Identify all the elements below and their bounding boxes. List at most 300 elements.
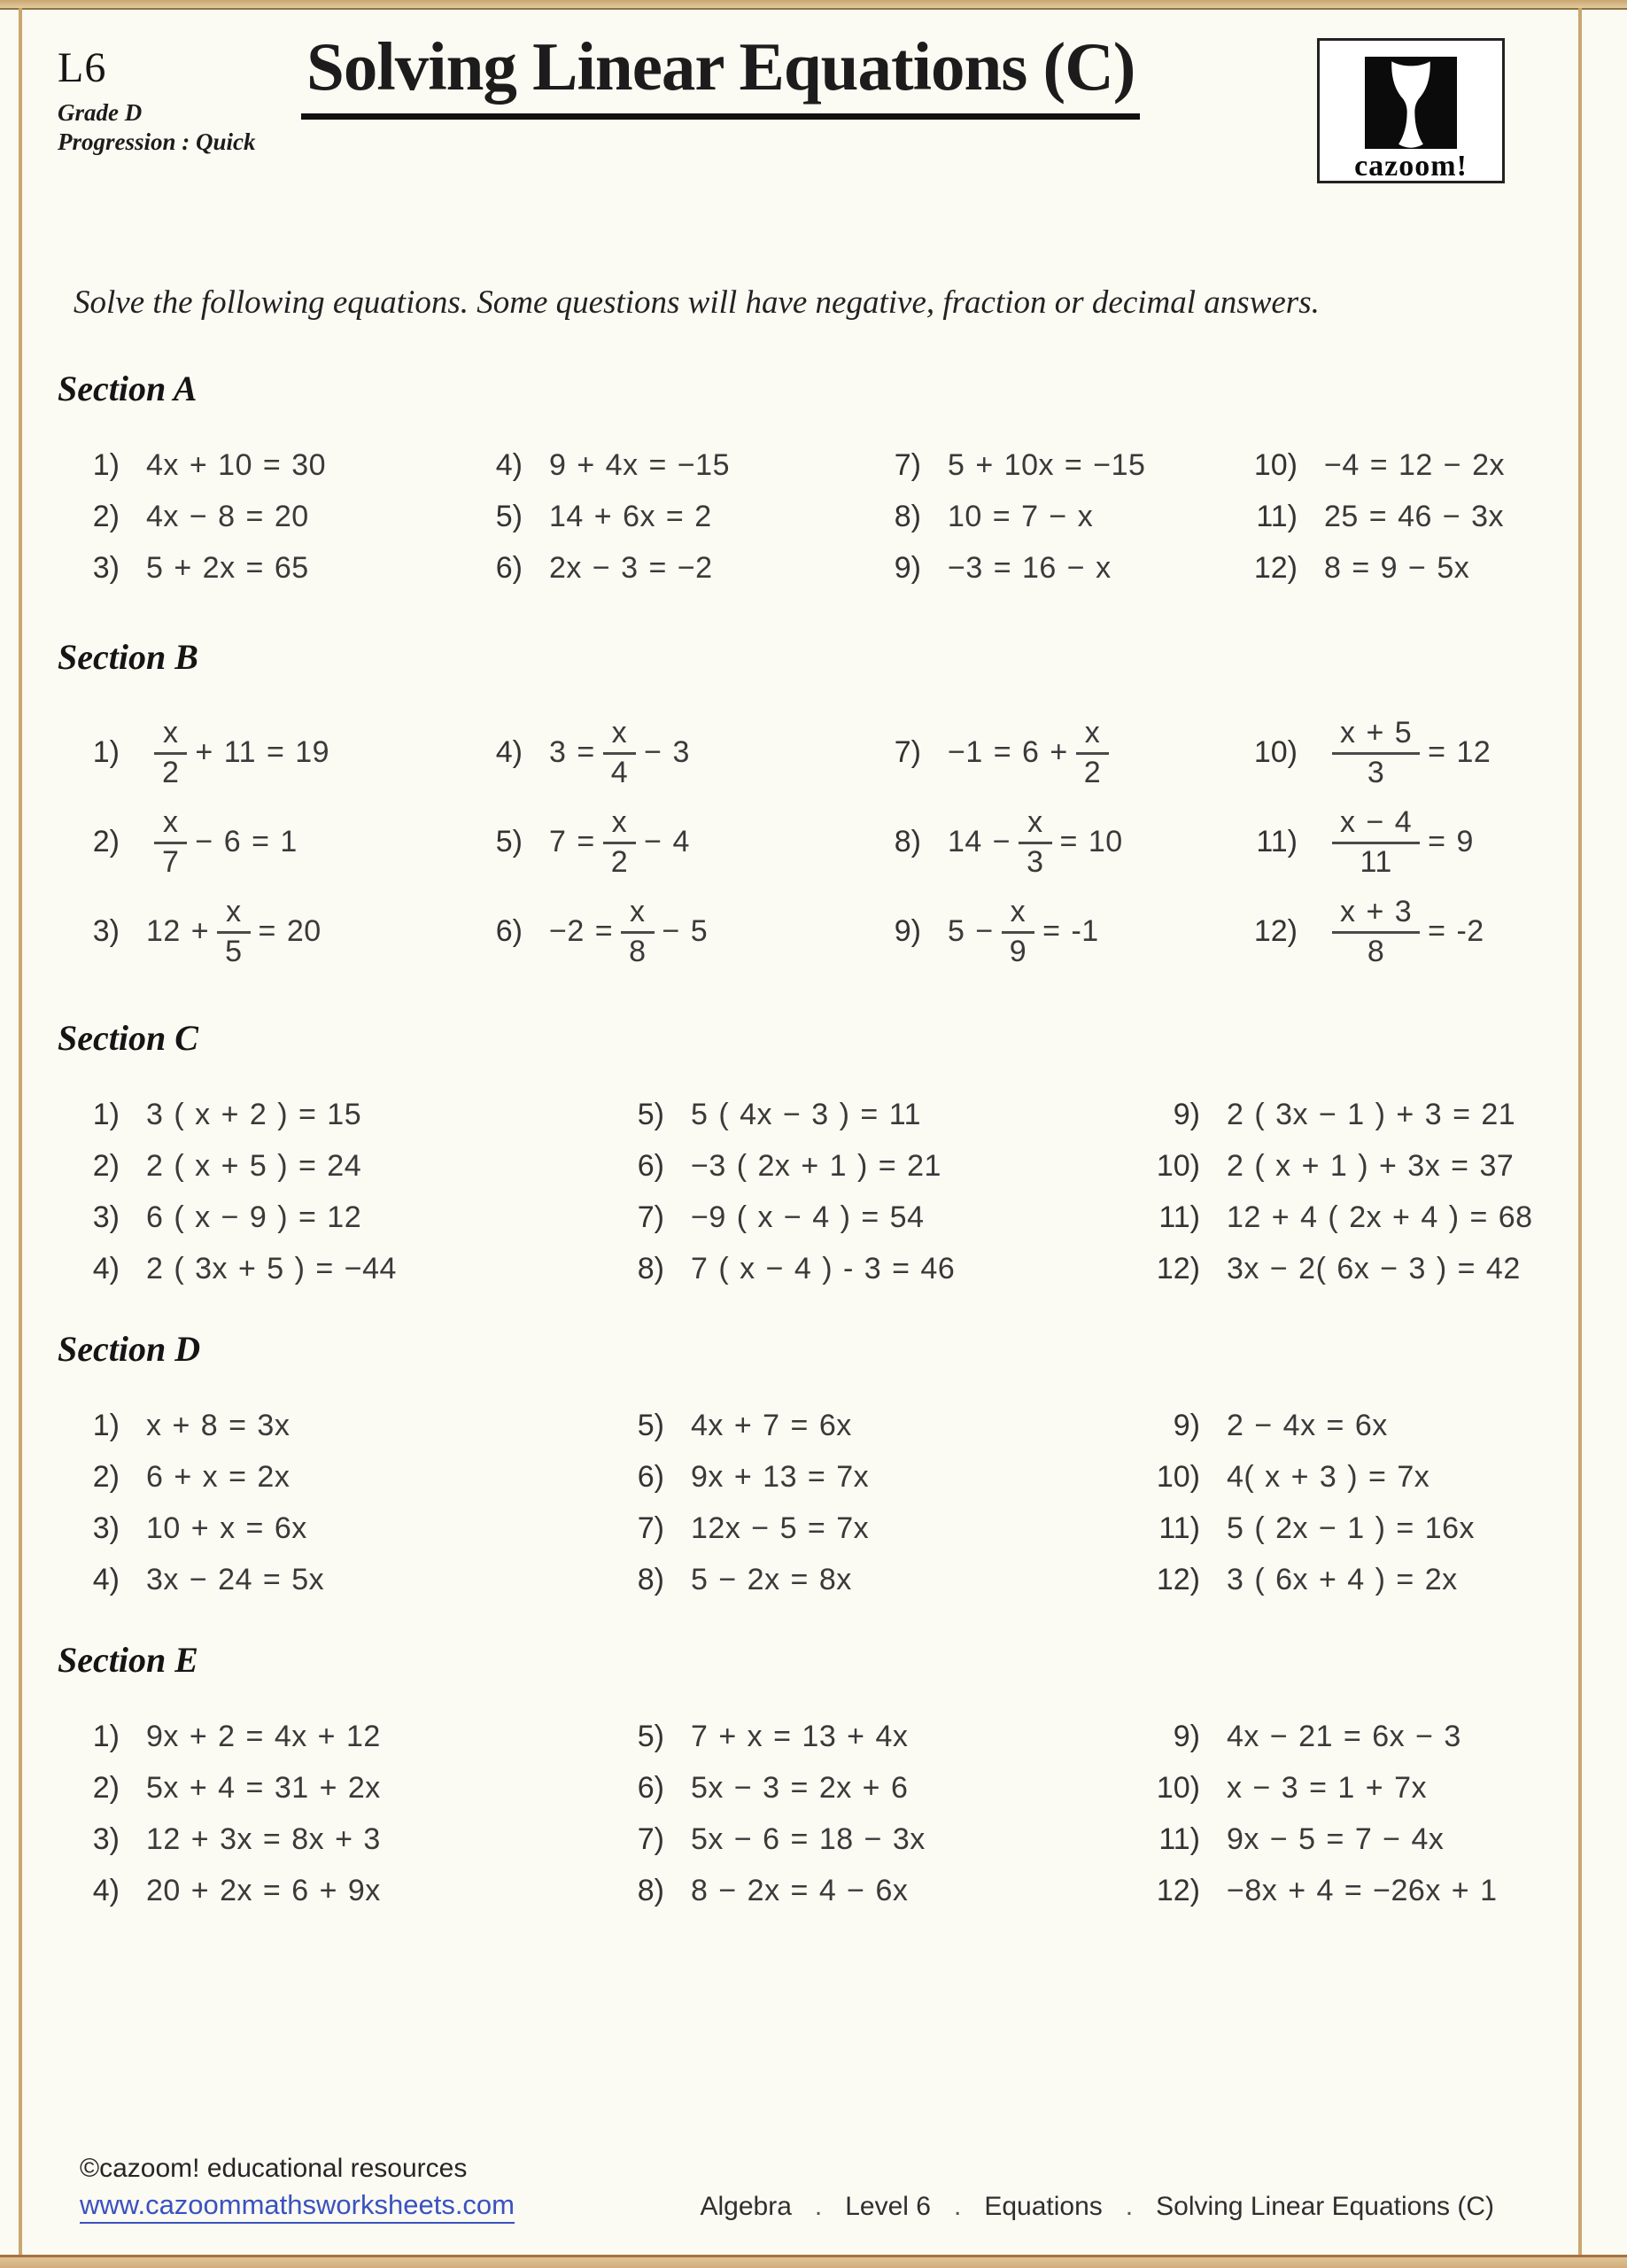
equation-text: 12 + 4 ( 2x + 4 ) = 68 (1227, 1200, 1533, 1234)
question (602, 1865, 1138, 1916)
equation-text: = -1 (1042, 914, 1099, 948)
breadcrumb-item: Algebra (700, 2192, 792, 2221)
worksheet-content (22, 8, 1578, 2257)
question (58, 1711, 602, 1762)
question (602, 1554, 1138, 1605)
fraction-numerator: x (1010, 894, 1027, 928)
question (1138, 1814, 1516, 1865)
equation (146, 1511, 307, 1546)
equation (549, 448, 730, 483)
equation (691, 1771, 908, 1806)
instruction-text: Solve the following equations. Some questions will have negative, fraction or decimal answers. (74, 284, 1320, 321)
question-number: 6) (495, 914, 523, 948)
page-title: Solving Linear Equations (C) (301, 27, 1140, 120)
question-number: 3) (92, 914, 120, 948)
question-number: 4) (92, 1873, 120, 1907)
equation-text: 2 ( x + 5 ) = 24 (146, 1148, 362, 1183)
question-number: 5) (495, 825, 523, 858)
equation-text: 20 + 2x = 6 + 9x (146, 1873, 381, 1907)
question (859, 542, 1236, 594)
fraction (154, 717, 187, 788)
question (58, 887, 461, 976)
equation (1227, 1720, 1461, 1754)
equation (691, 1200, 924, 1235)
equation (1324, 717, 1491, 788)
question (859, 491, 1236, 542)
question-number: 3) (92, 550, 120, 585)
fraction (1332, 717, 1420, 788)
question (1138, 1762, 1516, 1814)
question-number: 10) (1156, 1770, 1200, 1805)
question-number: 7) (894, 735, 921, 769)
equation-text: 9x + 13 = 7x (691, 1459, 870, 1494)
question-number: 11) (1256, 499, 1298, 533)
logo-text: cazoom! (1354, 150, 1468, 183)
website-link[interactable]: www.cazoommathsworksheets.com (80, 2189, 515, 2224)
fraction (1332, 896, 1420, 967)
question (602, 1089, 1138, 1140)
question (859, 708, 1236, 797)
equation (146, 1460, 290, 1495)
question (58, 1762, 602, 1814)
question (602, 1192, 1138, 1243)
equation-text: 5 ( 4x − 3 ) = 11 (691, 1097, 922, 1131)
question-number: 1) (92, 447, 120, 482)
level-meta (58, 43, 256, 156)
equation-text: = 10 (1059, 825, 1123, 858)
question (1236, 708, 1516, 797)
equation (1227, 1409, 1388, 1443)
question-number: 6) (495, 550, 523, 585)
equation-text: 14 − (948, 825, 1011, 858)
equation-text: + 11 = 19 (195, 735, 330, 769)
equation-text: 5 + 2x = 65 (146, 550, 309, 585)
equation (1227, 1771, 1427, 1806)
question-number: 9) (1173, 1408, 1200, 1442)
equation (1324, 806, 1474, 878)
question (602, 1711, 1138, 1762)
equation-text: 6 + x = 2x (146, 1459, 291, 1494)
equation-text: 12 + 3x = 8x + 3 (146, 1821, 381, 1856)
equation (146, 500, 309, 534)
question (461, 439, 859, 491)
question (58, 542, 461, 594)
question (58, 1554, 602, 1605)
fraction-numerator: x (162, 715, 179, 750)
equation (1324, 896, 1484, 967)
fraction-denominator: 4 (603, 752, 636, 789)
question (602, 1140, 1138, 1192)
question-number: 8) (637, 1873, 664, 1907)
breadcrumb-separator: . (954, 2192, 962, 2221)
question (602, 1814, 1138, 1865)
fraction-denominator: 2 (154, 752, 187, 789)
equation-text: 12x − 5 = 7x (691, 1511, 870, 1545)
question (1236, 797, 1516, 887)
equation (948, 717, 1117, 788)
question (1138, 1400, 1516, 1451)
equation (146, 1822, 381, 1857)
question-number: 11) (1158, 1511, 1200, 1545)
equation-text: − 4 (644, 825, 690, 858)
question (1138, 1192, 1533, 1243)
question (58, 439, 461, 491)
section-b (58, 636, 1516, 976)
question-number: 2) (92, 1459, 120, 1494)
equation-text: −1 = 6 + (948, 735, 1068, 769)
question-number: 4) (92, 1562, 120, 1596)
question-number: 8) (637, 1251, 664, 1285)
equation (691, 1409, 852, 1443)
equation (1227, 1200, 1533, 1235)
publisher-block (80, 2154, 515, 2224)
equation-text: 5x − 6 = 18 − 3x (691, 1821, 926, 1856)
equation-text: −3 ( 2x + 1 ) = 21 (691, 1148, 941, 1183)
section-title: Section C (58, 1018, 198, 1058)
equation-text: −4 = 12 − 2x (1324, 447, 1505, 482)
question-number: 6) (637, 1148, 664, 1183)
question (58, 708, 461, 797)
fraction-denominator: 5 (217, 931, 250, 968)
question-number: 10) (1253, 735, 1298, 769)
fraction-numerator: x (611, 804, 628, 839)
fraction-denominator: 8 (621, 931, 654, 968)
equation (146, 1563, 324, 1597)
question-number: 7) (637, 1200, 664, 1234)
fraction-denominator: 7 (154, 842, 187, 879)
question-number: 10) (1156, 1459, 1200, 1494)
question-grid (58, 439, 1516, 594)
question (461, 797, 859, 887)
equation (549, 896, 708, 967)
question (1138, 1503, 1516, 1554)
equation-text: 2 ( x + 1 ) + 3x = 37 (1227, 1148, 1515, 1183)
breadcrumb-item: Level 6 (845, 2192, 931, 2221)
equation (1227, 1563, 1458, 1597)
breadcrumb-separator: . (1125, 2192, 1134, 2221)
fraction-denominator: 3 (1332, 752, 1420, 789)
equation-text: 4x − 8 = 20 (146, 499, 309, 533)
equation-text: 8 = 9 − 5x (1324, 550, 1470, 585)
equation-text: 7 + x = 13 + 4x (691, 1719, 909, 1753)
equation-text: 4( x + 3 ) = 7x (1227, 1459, 1430, 1494)
equation (1324, 448, 1505, 483)
fraction (621, 896, 654, 967)
equation-text: 2x − 3 = −2 (549, 550, 713, 585)
equation-text: 3 ( x + 2 ) = 15 (146, 1097, 362, 1131)
question-number: 12) (1253, 550, 1298, 585)
equation-text: 9x + 2 = 4x + 12 (146, 1719, 381, 1753)
section-title: Section D (58, 1329, 201, 1369)
equation (146, 717, 329, 788)
equation (146, 448, 326, 483)
question-number: 2) (92, 825, 120, 858)
question-number: 4) (92, 1251, 120, 1285)
worksheet-footer (80, 2154, 1494, 2224)
question (58, 1865, 602, 1916)
fraction-numerator: x (630, 894, 646, 928)
section-e (58, 1639, 1516, 1916)
question (1138, 1451, 1516, 1503)
question-number: 5) (637, 1719, 664, 1753)
equation-text: 14 + 6x = 2 (549, 499, 712, 533)
question-grid (58, 1089, 1533, 1294)
fraction (154, 806, 187, 878)
question (58, 1503, 602, 1554)
equation (549, 806, 690, 878)
equation (691, 1252, 955, 1286)
equation-text: 6 ( x − 9 ) = 12 (146, 1200, 362, 1234)
question (1236, 491, 1516, 542)
question-number: 5) (637, 1408, 664, 1442)
equation-text: 5 ( 2x − 1 ) = 16x (1227, 1511, 1476, 1545)
equation-text: 2 ( 3x − 1 ) + 3 = 21 (1227, 1097, 1516, 1131)
question (602, 1243, 1138, 1294)
question-number: 2) (92, 1770, 120, 1805)
question (58, 1089, 602, 1140)
question-number: 10) (1253, 447, 1298, 482)
question (602, 1762, 1138, 1814)
fraction-denominator: 9 (1002, 931, 1034, 968)
grade-label: Grade D (58, 99, 143, 126)
question-number: 11) (1158, 1200, 1200, 1234)
equation-text: 3 ( 6x + 4 ) = 2x (1227, 1562, 1458, 1596)
equation-text: = 20 (258, 914, 322, 948)
fraction-denominator: 2 (1076, 752, 1109, 789)
equation (146, 1098, 361, 1132)
equation-text: = 12 (1428, 735, 1491, 769)
bottom-border-bar (0, 2255, 1627, 2268)
drum-icon (1365, 57, 1457, 149)
question-number: 3) (92, 1200, 120, 1234)
section-d (58, 1328, 1516, 1605)
question-number: 4) (495, 447, 523, 482)
fraction-denominator: 3 (1019, 842, 1051, 879)
question-number: 5) (637, 1097, 664, 1131)
question-number: 9) (1173, 1097, 1200, 1131)
fraction-numerator: x (1027, 804, 1043, 839)
fraction (1332, 806, 1420, 878)
breadcrumb-separator: . (814, 2192, 823, 2221)
equation (146, 896, 322, 967)
question-number: 7) (637, 1511, 664, 1545)
equation (549, 551, 713, 586)
equation-text: −2 = (549, 914, 614, 948)
question-number: 1) (92, 1719, 120, 1753)
question-number: 12) (1156, 1251, 1200, 1285)
breadcrumb-item: Solving Linear Equations (C) (1156, 2192, 1494, 2221)
question (1236, 542, 1516, 594)
equation-text: 2 − 4x = 6x (1227, 1408, 1388, 1442)
fraction-denominator: 11 (1332, 842, 1420, 879)
equation-text: 3x − 2( 6x − 3 ) = 42 (1227, 1251, 1521, 1285)
section-c (58, 1017, 1533, 1294)
fraction (217, 896, 250, 967)
equation (948, 806, 1123, 878)
fraction (1002, 896, 1034, 967)
equation-text: x − 3 = 1 + 7x (1227, 1770, 1427, 1805)
question-number: 5) (495, 499, 523, 533)
fraction-denominator: 2 (603, 842, 636, 879)
equation-text: −3 = 16 − x (948, 550, 1112, 585)
equation-text: = 9 (1428, 825, 1474, 858)
equation (691, 1720, 908, 1754)
equation-text: 12 + (146, 914, 210, 948)
question-number: 4) (495, 735, 523, 769)
question-grid (58, 1711, 1516, 1916)
equation (1324, 551, 1469, 586)
cazoom-logo (1317, 38, 1505, 183)
question (1138, 1243, 1533, 1294)
question (461, 542, 859, 594)
question-number: 12) (1156, 1562, 1200, 1596)
equation (691, 1098, 921, 1132)
question-number: 12) (1156, 1873, 1200, 1907)
equation (691, 1511, 869, 1546)
equation-text: 9x − 5 = 7 − 4x (1227, 1821, 1445, 1856)
equation-text: 5 + 10x = −15 (948, 447, 1146, 482)
equation-text: 7 = (549, 825, 595, 858)
equation (549, 500, 712, 534)
question-number: 9) (894, 550, 921, 585)
equation (1227, 1460, 1429, 1495)
question-number: 11) (1158, 1821, 1200, 1856)
question (1138, 1554, 1516, 1605)
equation (948, 896, 1099, 967)
equation (948, 448, 1145, 483)
fraction (603, 717, 636, 788)
question-number: 8) (894, 825, 921, 858)
equation-text: 4x − 21 = 6x − 3 (1227, 1719, 1461, 1753)
equation (146, 1409, 290, 1443)
question (1138, 1711, 1516, 1762)
question-number: 1) (92, 1408, 120, 1442)
question-number: 9) (1173, 1719, 1200, 1753)
equation-text: 4x + 7 = 6x (691, 1408, 852, 1442)
worksheet-header (58, 28, 1516, 225)
equation-text: − 6 = 1 (195, 825, 298, 858)
equation (1227, 1874, 1498, 1908)
section-title: Section A (58, 369, 198, 408)
question-grid (58, 708, 1516, 976)
equation (691, 1460, 869, 1495)
equation (691, 1822, 926, 1857)
equation-text: 3x − 24 = 5x (146, 1562, 325, 1596)
question-number: 7) (637, 1821, 664, 1856)
equation (146, 1149, 361, 1184)
question-number: 3) (92, 1821, 120, 1856)
equation-text: −9 ( x − 4 ) = 54 (691, 1200, 925, 1234)
section-title: Section B (58, 637, 198, 677)
question (58, 491, 461, 542)
equation (691, 1149, 941, 1184)
equation (691, 1874, 908, 1908)
equation-text: = -2 (1428, 914, 1484, 948)
question-grid (58, 1400, 1516, 1605)
question (461, 887, 859, 976)
progression-label: Progression : Quick (58, 128, 256, 155)
fraction-numerator: x (162, 804, 179, 839)
copyright-text: ©cazoom! educational resources (80, 2154, 468, 2183)
question (58, 1451, 602, 1503)
question (461, 708, 859, 797)
equation-text: 5x + 4 = 31 + 2x (146, 1770, 381, 1805)
question (58, 1140, 602, 1192)
question-number: 12) (1253, 914, 1298, 948)
equation (146, 1252, 397, 1286)
equation (146, 806, 298, 878)
fraction-numerator: x (226, 894, 242, 928)
question (58, 797, 461, 887)
question-number: 2) (92, 499, 120, 533)
question (58, 1814, 602, 1865)
question-number: 8) (894, 499, 921, 533)
equation (146, 1200, 361, 1235)
equation-text: −8x + 4 = −26x + 1 (1227, 1873, 1498, 1907)
equation (948, 500, 1093, 534)
section-a (58, 368, 1516, 594)
equation-text: 2 ( 3x + 5 ) = −44 (146, 1251, 397, 1285)
question (1236, 439, 1516, 491)
equation (146, 1874, 381, 1908)
question-number: 11) (1256, 825, 1298, 858)
question-number: 6) (637, 1770, 664, 1805)
equation-text: 5x − 3 = 2x + 6 (691, 1770, 909, 1805)
equation-text: 8 − 2x = 4 − 6x (691, 1873, 909, 1907)
question (461, 491, 859, 542)
section-title: Section E (58, 1640, 198, 1680)
equation (146, 551, 309, 586)
question-number: 7) (894, 447, 921, 482)
question-number: 1) (92, 1097, 120, 1131)
question-number: 8) (637, 1562, 664, 1596)
question-number: 10) (1156, 1148, 1200, 1183)
fraction-denominator: 8 (1332, 931, 1420, 968)
question (859, 439, 1236, 491)
equation-text: − 5 (662, 914, 709, 948)
fraction-numerator: x − 4 (1340, 804, 1413, 839)
question-number: 2) (92, 1148, 120, 1183)
question (602, 1503, 1138, 1554)
equation-text: 25 = 46 − 3x (1324, 499, 1505, 533)
question (602, 1400, 1138, 1451)
equation (1227, 1098, 1515, 1132)
question (1138, 1865, 1516, 1916)
equation (1324, 500, 1504, 534)
question (58, 1192, 602, 1243)
equation-text: 9 + 4x = −15 (549, 447, 730, 482)
equation-text: 3 = (549, 735, 595, 769)
level-code: L6 (58, 44, 107, 91)
equation (146, 1720, 381, 1754)
fraction (603, 806, 636, 878)
right-border-line (1578, 8, 1582, 2257)
fraction (1076, 717, 1109, 788)
equation (691, 1563, 852, 1597)
equation-text: 7 ( x − 4 ) - 3 = 46 (691, 1251, 956, 1285)
fraction-numerator: x (611, 715, 628, 750)
equation-text: 5 − (948, 914, 994, 948)
equation (146, 1771, 381, 1806)
question-number: 9) (894, 914, 921, 948)
equation-text: x + 8 = 3x (146, 1408, 291, 1442)
question-number: 3) (92, 1511, 120, 1545)
breadcrumb (701, 2192, 1495, 2222)
question (602, 1451, 1138, 1503)
question (1138, 1089, 1533, 1140)
breadcrumb-item: Equations (984, 2192, 1103, 2221)
fraction (1019, 806, 1051, 878)
